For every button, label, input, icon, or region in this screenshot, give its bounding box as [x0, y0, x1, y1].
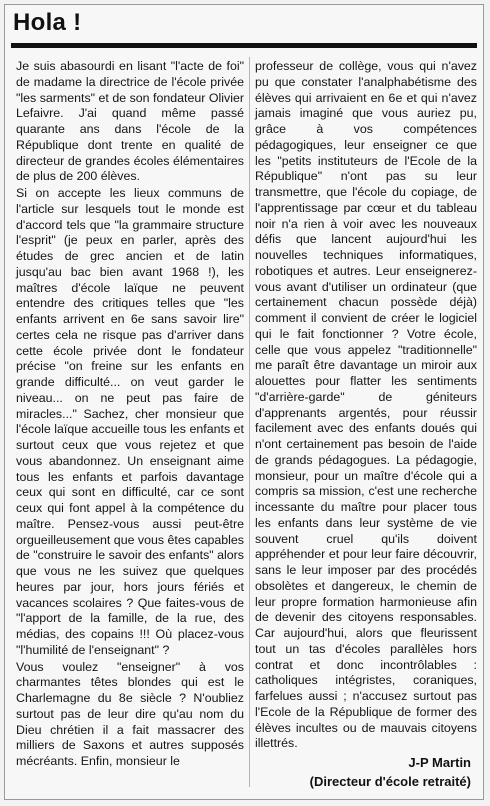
column-divider: [249, 57, 250, 787]
paragraph: Vous voulez "enseigner" à vos charmantes têtes blondes qui est le Charlemagne du 8e siècle ? N'oubliez surtout pas de leur dire qu'au nom du Dieu chrétien il a fait massacrer des milliers de Saxons et autres supposés mécréants. Enfin, monsieur le: [16, 659, 244, 768]
paragraph: Si on accepte les lieux communs de l'article sur lesquels tout le monde est d'accord tels que "la grammaire structure l'esprit" (je peux en parler, après des études de grec ancien et de latin jusqu'au bac bien avant 1968 !), les maîtres d'école laïque ne peuvent entendre des critiques telles que "les enfants arrivent en 6e sans savoir lire" certes cela ne risque pas d'arriver dans cette école privée dont le fondateur précise "on freine sur les enfants en grande difficulté... on veut garder le niveau... on ne peut pas faire de miracles..." Sachez, cher monsieur que l'école laïque accueille tous les enfants et surtout ceux que vous rejetez et que vous abandonnez. Un enseignant aime tous les enfants et parfois davantage ceux qui sont en difficulté, car ce sont ceux qui font appel à la compétence du maître. Pensez-vous aussi peut-être orgueilleusement que vous êtes capables de "construire le savoir des enfants" alors que vous ne les suivez que quelques heures par jour, hors jours fériés et vacances scolaires ? Que faites-vous de "l'apport de la famille, de la rue, des médias, des copains !!! Où placez-vous "l'humilité de l'enseignant" ?: [16, 186, 244, 657]
author-name: J-P Martin: [408, 755, 471, 770]
letter-title: Hola !: [13, 9, 82, 36]
author-role: (Directeur d'école retraité): [309, 774, 471, 789]
letter-frame: [4, 4, 484, 800]
paragraph: professeur de collège, vous qui n'avez pu que constater l'analphabétisme des élèves qui arrivaient en 6e et qui n'avez jamais imaginé que vous auriez pu, grâce à vos compétences pédagogiques, leur enseigner ce que les "petits instituteurs de l'Ecole de la République" n'ont pas su leur transmettre, que l'école du copiage, de l'apprentissage par cœur et du tableau noir n'a rien à voir avec les nouveaux défis que lancent aujourd'hui les nouvelles techniques informatiques, robotiques et autres. Leur enseignerez-vous avant d'utiliser un ordinateur (que certainement chacun possède déjà) comment il convient de créer le logiciel qui le fait fonctionner ? Votre école, celle que vous appelez "traditionnelle" me paraît être davantage un miroir aux alouettes pour flatter les sentiments "d'arrière-garde" de géniteurs d'apprenants argentés, pour réussir facilement avec des enfants doués qui n'ont certainement pas besoin de l'aide de grands pédagogues. La pédagogie, monsieur, pour un maître d'école qui a compris sa mission, c'est une recherche incessante du maître pour placer tous les enfants dans leur système de vie souvent cruel qu'ils doivent appréhender et pour leur faire découvrir, sans le leur imposer par des procédés obsolètes et dangereux, le chemin de leur propre formation harmonieuse afin de devenir des citoyens responsables. Car aujourd'hui, alors que fleurissent tout un tas d'écoles parallèles hors contrat et donc incontrôlables : catholiques intégristes, coraniques, farfelues aussi ; n'accusez surtout pas l'Ecole de la République de former des élèves incultes ou de mauvais citoyens illettrés.: [255, 59, 477, 751]
paragraph: Je suis abasourdi en lisant "l'acte de foi" de madame la directrice de l'école privée "les sarments" et de son fondateur Olivier Lefaivre. J'ai quand même passé quarante ans dans l'école de la République dont trente en qualité de directeur de grandes écoles élémentaires de plus de 200 élèves.: [16, 59, 244, 184]
right-column: [255, 59, 477, 753]
left-column: [16, 59, 244, 771]
title-underline: [11, 43, 477, 48]
signature: [310, 753, 471, 791]
letter-header: [5, 5, 483, 43]
